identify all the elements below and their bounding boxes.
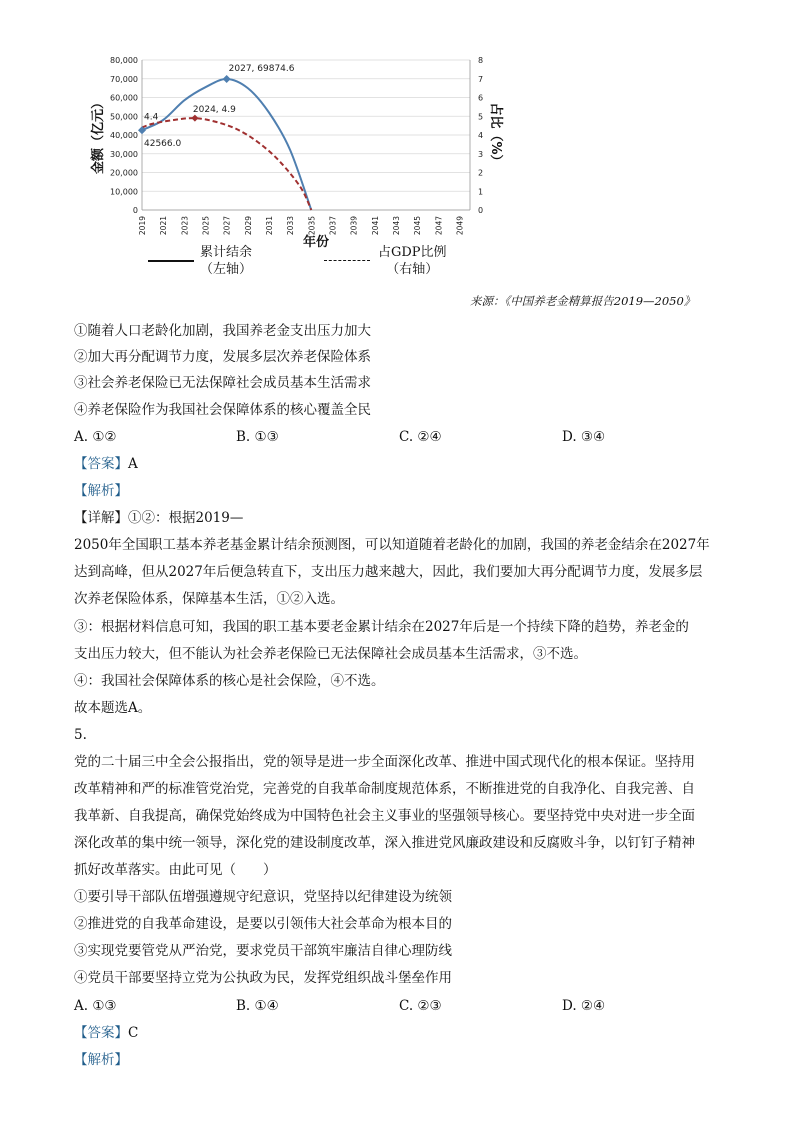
peak-marker-balance [223, 75, 231, 83]
legend-axis-gdp-ratio: （右轴） [386, 262, 439, 277]
detail-tag: 【详解】 [74, 510, 128, 526]
y-left-tick-label: 50,000 [110, 112, 138, 122]
x-tick-label: 2045 [413, 216, 423, 236]
legend-item-balance [200, 244, 252, 278]
q4-detail-line-7: ④：我国社会保障体系的核心是社会保险，④不选。 [74, 673, 385, 689]
q4-detail-line-2: 2050年全国职工基本养老基金累计结余预测图，可以知道随着老龄化的加剧，我国的养老金结余在2027年 [74, 537, 710, 553]
x-axis-title: 年份 [302, 235, 330, 250]
y-right-tick-label: 8 [478, 56, 484, 65]
y-right-tick-label: 2 [478, 168, 484, 178]
x-tick-label: 2021 [159, 216, 169, 236]
chart-source: 来源：《中国养老金精算报告2019—2050》 [470, 294, 696, 308]
x-tick-label: 2041 [370, 216, 380, 236]
answer-value: A [128, 456, 138, 472]
q5-answer [74, 1024, 138, 1042]
annotation-peak-ratio: 2024, 4.9 [192, 105, 236, 116]
x-tick-label: 2019 [138, 216, 147, 236]
q5-choice-b: B. ①④ [236, 998, 279, 1014]
q4-option-4: ④养老保险作为我国社会保障体系的核心覆盖全民 [74, 402, 371, 418]
y-left-axis-title: 金额（亿元） [91, 95, 106, 175]
x-tick-label: 2043 [391, 216, 401, 236]
q4-detail-line-6: 支出压力较大，但不能认为社会养老保险已无法保障社会成员基本生活需求，③不选。 [74, 646, 587, 662]
q5-option-1: ①要引导干部队伍增强遵规守纪意识，党坚持以纪律建设为统领 [74, 889, 452, 905]
chart-axes [90, 56, 504, 250]
y-right-tick-label: 6 [478, 93, 484, 103]
q5-stem-line-3: 我革新、自我提高，确保党始终成为中国特色社会主义事业的坚强领导核心。要坚持党中央对进一步全面 [74, 808, 695, 824]
chart-gridlines [142, 60, 470, 210]
q4-detail-line-4: 次养老保险体系，保障基本生活，①②入选。 [74, 591, 344, 607]
x-tick-label: 2033 [286, 216, 296, 236]
q5-number: 5. [74, 727, 87, 743]
y-right-tick-label: 1 [478, 187, 484, 197]
y-left-tick-label: 70,000 [110, 74, 138, 84]
q4-option-3: ③社会养老保险已无法保障社会成员基本生活需求 [74, 375, 371, 391]
x-tick-label: 2027 [222, 216, 232, 236]
q5-choice-c: C. ②③ [399, 998, 442, 1014]
x-tick-label: 2029 [243, 216, 253, 236]
chart-labels [144, 64, 295, 149]
answer-tag: 【答案】 [74, 456, 128, 472]
x-tick-label: 2049 [455, 216, 465, 236]
x-tick-label: 2025 [201, 216, 211, 236]
series-line-gdp-ratio [142, 118, 311, 210]
annotation-start-ratio: 4.4 [144, 112, 159, 123]
x-tick-label: 2031 [264, 216, 274, 236]
y-right-tick-label: 5 [478, 112, 484, 122]
q4-option-1: ①随着人口老龄化加剧，我国养老金支出压力加大 [74, 323, 371, 339]
x-tick-label: 2037 [328, 215, 338, 236]
answer-value: C [128, 1025, 139, 1041]
q4-analysis-tag: 【解析】 [74, 483, 128, 499]
y-left-tick-label: 60,000 [110, 93, 138, 103]
q5-option-4: ④党员干部要坚持立党为公执政为民，发挥党组织战斗堡垒作用 [74, 970, 452, 986]
legend-label-balance: 累计结余 [200, 245, 253, 260]
legend-dashed-swatch [324, 260, 370, 261]
y-right-tick-label: 3 [478, 149, 484, 159]
detail-text: ①②：根据2019— [128, 510, 244, 526]
q4-detail-line-3: 达到高峰，但从2027年后便急转直下，支出压力越来越大，因此，我们要加大再分配调节力度，发展多层 [74, 564, 703, 580]
legend-axis-balance: （左轴） [200, 262, 253, 277]
annotation-start-balance: 42566.0 [144, 139, 182, 150]
q5-stem-line-4: 深化改革的集中统一领导，深化党的建设制度改革，深入推进党风廉政建设和反腐败斗争，以钉钉子精神 [74, 835, 695, 851]
y-left-tick-label: 20,000 [110, 168, 138, 178]
x-tick-label: 2039 [349, 216, 359, 236]
q5-option-3: ③实现党要管党从严治党，要求党员干部筑牢廉洁自律心理防线 [74, 943, 452, 959]
annotation-peak-balance: 2027, 69874.6 [228, 63, 295, 74]
answer-tag: 【答案】 [74, 1025, 128, 1041]
y-left-tick-label: 80,000 [110, 56, 138, 65]
x-tick-label: 2047 [434, 216, 444, 236]
q5-choice-a: A. ①③ [74, 998, 117, 1014]
y-right-tick-label: 7 [478, 74, 484, 84]
y-right-axis-title: 占比（%） [488, 102, 503, 168]
q4-choice-d: D. ③④ [562, 429, 606, 445]
legend-solid-swatch [148, 260, 194, 262]
q4-detail-line-1 [74, 509, 243, 527]
y-left-tick-label: 30,000 [110, 149, 138, 159]
q4-option-2: ②加大再分配调节力度，发展多层次养老保险体系 [74, 349, 371, 365]
x-tick-label: 2035 [307, 216, 317, 236]
q4-detail-line-8: 故本题选A。 [74, 700, 152, 716]
q5-stem-line-5: 抓好改革落实。由此可见（ ） [74, 862, 277, 878]
q5-option-2: ②推进党的自我革命建设，是要以引领伟大社会革命为根本目的 [74, 916, 452, 932]
q4-choice-b: B. ①③ [236, 429, 279, 445]
q4-detail-line-5: ③：根据材料信息可知，我国的职工基本要老金累计结余在2027年后是一个持续下降的趋势，养老金的 [74, 619, 689, 635]
y-left-tick-label: 10,000 [110, 187, 138, 197]
q4-answer [74, 455, 138, 473]
q5-stem-line-1: 党的二十届三中全会公报指出，党的领导是进一步全面深化改革、推进中国式现代化的根本保证。坚持用 [74, 754, 695, 770]
x-tick-label: 2023 [180, 216, 190, 236]
y-left-tick-label: 0 [132, 206, 138, 215]
q4-choice-c: C. ②④ [399, 429, 442, 445]
legend-label-gdp-ratio: 占GDP比例 [378, 245, 447, 260]
q4-choice-a: A. ①② [74, 429, 117, 445]
legend-item-gdp-ratio [378, 244, 447, 278]
peak-marker-gdp-ratio [191, 115, 198, 122]
y-left-tick-label: 40,000 [110, 131, 138, 140]
q5-analysis-tag: 【解析】 [74, 1052, 128, 1068]
q5-stem-line-2: 改革精神和严的标准管党治党，完善党的自我革命制度规范体系，不断推进党的自我净化、自我完善、自 [74, 781, 695, 797]
y-right-tick-label: 4 [478, 131, 484, 140]
q5-choice-d: D. ②④ [562, 998, 606, 1014]
y-right-tick-label: 0 [478, 206, 484, 215]
